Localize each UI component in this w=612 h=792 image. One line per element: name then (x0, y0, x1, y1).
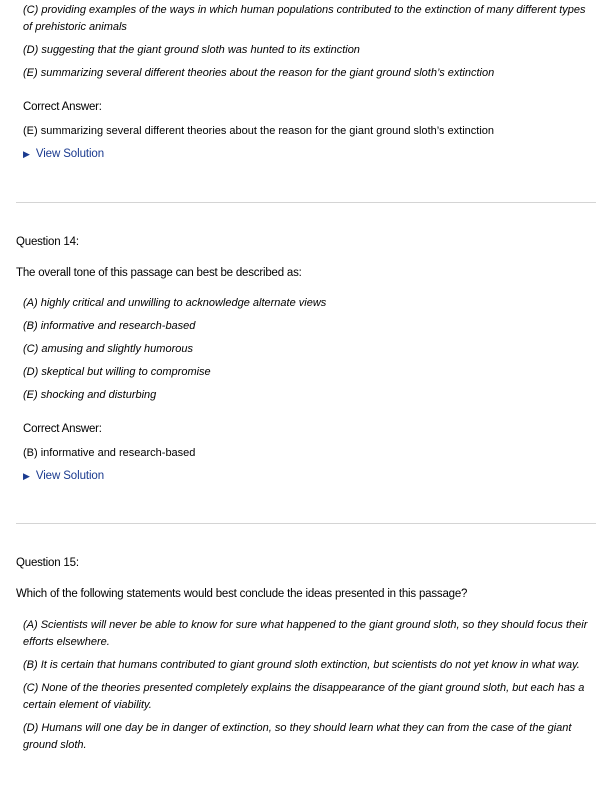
question-15-options (16, 617, 596, 754)
view-solution-label: View Solution (35, 148, 104, 160)
divider (16, 523, 596, 524)
correct-answer-text: (E) summarizing several different theories about the reason for the giant ground sloth’s extinction (23, 125, 495, 137)
question-14 (16, 235, 596, 281)
question-14-answer-block (16, 422, 596, 484)
question-14-options (16, 295, 596, 404)
view-solution-label: View Solution (35, 470, 104, 482)
prev-answer-block (16, 100, 596, 162)
question-15 (16, 556, 596, 602)
option-b: (B) It is certain that humans contributed to giant ground sloth extinction, but scientists do not yet know in what way. (23, 659, 580, 671)
question-text: The overall tone of this passage can best be described as: (16, 267, 302, 279)
option-c: (C) amusing and slightly humorous (23, 343, 193, 355)
question-text: Which of the following statements would best conclude the ideas presented in this passage? (16, 588, 468, 600)
divider (16, 202, 596, 203)
option-a: (A) Scientists will never be able to know for sure what happened to the giant ground sloth, so they should focus their efforts elsewhere. (23, 619, 588, 648)
view-solution-link[interactable] (16, 147, 596, 162)
correct-answer-text: (B) informative and research-based (23, 447, 196, 459)
option-d: (D) suggesting that the giant ground sloth was hunted to its extinction (23, 44, 360, 56)
option-d: (D) Humans will one day be in danger of extinction, so they should learn what they can from the case of the giant ground sloth. (23, 722, 572, 751)
option-c: (C) None of the theories presented completely explains the disappearance of the giant ground sloth, but each has a certain element of viability. (23, 682, 585, 711)
correct-answer-label: Correct Answer: (23, 423, 102, 435)
option-b: (B) informative and research-based (23, 320, 196, 332)
option-a: (A) highly critical and unwilling to acknowledge alternate views (23, 297, 327, 309)
option-e: (E) summarizing several different theories about the reason for the giant ground sloth’s extinction (23, 67, 495, 79)
option-c: (C) providing examples of the ways in which human populations contributed to the extinction of many different types of prehistoric animals (23, 4, 586, 33)
correct-answer-label: Correct Answer: (23, 101, 102, 113)
disclosure-triangle-icon: ▶ (23, 149, 30, 159)
option-e: (E) shocking and disturbing (23, 389, 157, 401)
question-heading: Question 14: (16, 236, 79, 248)
disclosure-triangle-icon: ▶ (23, 471, 30, 481)
question-heading: Question 15: (16, 557, 79, 569)
option-d: (D) skeptical but willing to compromise (23, 366, 211, 378)
prev-question-options (16, 2, 596, 82)
view-solution-link[interactable] (16, 469, 596, 484)
